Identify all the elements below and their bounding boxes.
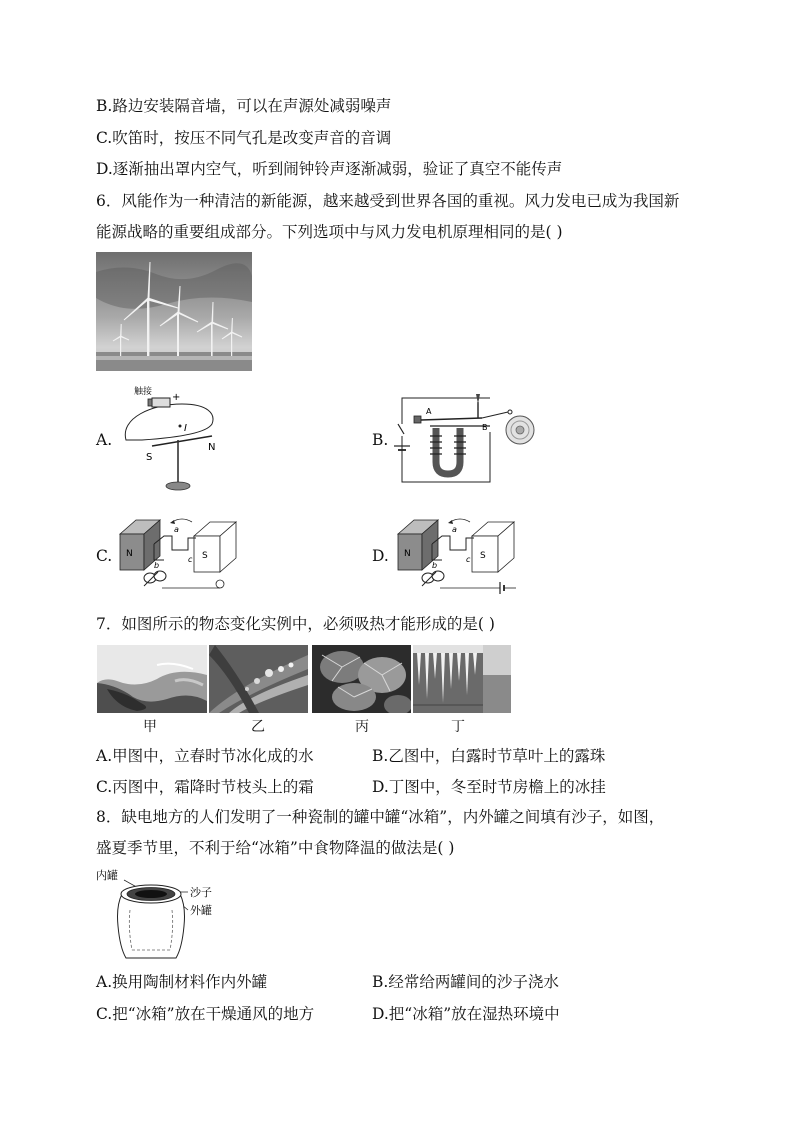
caption-yi: 乙 (251, 719, 265, 735)
pot-in-pot-fridge-figure (96, 866, 246, 966)
q5-option-b: B.路边安装隔音墙，可以在声源处减弱噪声 (96, 97, 392, 115)
sand-label: 沙子 (190, 886, 212, 899)
outer-pot-label: 外罐 (190, 904, 212, 917)
q5-option-d: D.逐渐抽出罩内空气，听到闹钟铃声逐渐减弱，验证了真空不能传声 (96, 160, 563, 178)
q8-stem-line2: 盛夏季节里，不利于给“冰箱”中食物降温的做法是( ) (96, 839, 455, 857)
current-label: I (184, 423, 187, 434)
inner-pot-label: 内罐 (96, 869, 118, 882)
south-pole-label: S (480, 551, 486, 561)
dew-drops-photo (209, 645, 308, 713)
q6-option-c-label: C. (96, 547, 113, 565)
q6-stem-line1: 6．风能作为一种清洁的新能源，越来越受到世界各国的重视。风力发电已成为我国新 (96, 192, 680, 210)
edge-c-label: c (188, 555, 193, 564)
edge-b-label: b (432, 561, 438, 570)
q5-option-c: C.吹笛时，按压不同气孔是改变声音的音调 (96, 129, 392, 147)
edge-a-label: a (174, 525, 179, 534)
icicles-photo (413, 645, 511, 713)
plus-label: + (172, 392, 181, 403)
q7-stem: 7．如图所示的物态变化实例中，必须吸热才能形成的是( ) (96, 615, 495, 633)
q6-option-a-label: A. (96, 431, 113, 449)
ice-melting-photo (97, 645, 207, 713)
q7-option-a: A.甲图中，立春时节冰化成的水 (96, 747, 314, 765)
south-pole-label: S (146, 452, 153, 463)
north-pole-label: N (404, 549, 411, 559)
edge-b-label: b (154, 561, 160, 570)
q7-option-b: B.乙图中，白露时节草叶上的露珠 (372, 747, 606, 765)
electric-bell-figure (390, 384, 540, 488)
contact-a-label: A (426, 407, 432, 416)
q8-option-b: B.经常给两罐间的沙子浇水 (372, 973, 559, 991)
q8-option-c: C.把“冰箱”放在干燥通风的地方 (96, 1005, 315, 1023)
q8-option-d: D.把“冰箱”放在湿热环境中 (372, 1005, 560, 1023)
north-pole-label: N (126, 549, 133, 559)
q6-option-d-label: D. (372, 547, 389, 565)
q6-option-b-label: B. (372, 431, 389, 449)
edge-a-label: a (452, 525, 457, 534)
north-pole-label: N (208, 442, 216, 453)
generator-coil-figure (114, 514, 240, 598)
frost-leaves-photo (312, 645, 411, 713)
armature-b-label: B (482, 423, 488, 432)
q7-option-d: D.丁图中，冬至时节房檐上的冰挂 (372, 778, 606, 796)
caption-jia: 甲 (143, 719, 157, 735)
q6-stem-line2: 能源战略的重要组成部分。下列选项中与风力发电机原理相同的是( ) (96, 223, 563, 241)
q7-option-c: C.丙图中，霜降时节枝头上的霜 (96, 778, 314, 796)
touch-label: 触接 (134, 387, 153, 397)
south-pole-label: S (202, 551, 208, 561)
caption-bing: 丙 (355, 719, 369, 735)
q8-option-a: A.换用陶制材料作内外罐 (96, 973, 268, 991)
wind-turbine-photo (96, 252, 252, 371)
q8-stem-line1: 8．缺电地方的人们发明了一种瓷制的罐中罐“冰箱”，内外罐之间填有沙子，如图， (96, 808, 665, 826)
motor-coil-figure (392, 514, 522, 598)
caption-ding: 丁 (451, 719, 465, 735)
edge-c-label: c (466, 555, 471, 564)
oersted-experiment-figure (112, 378, 222, 496)
